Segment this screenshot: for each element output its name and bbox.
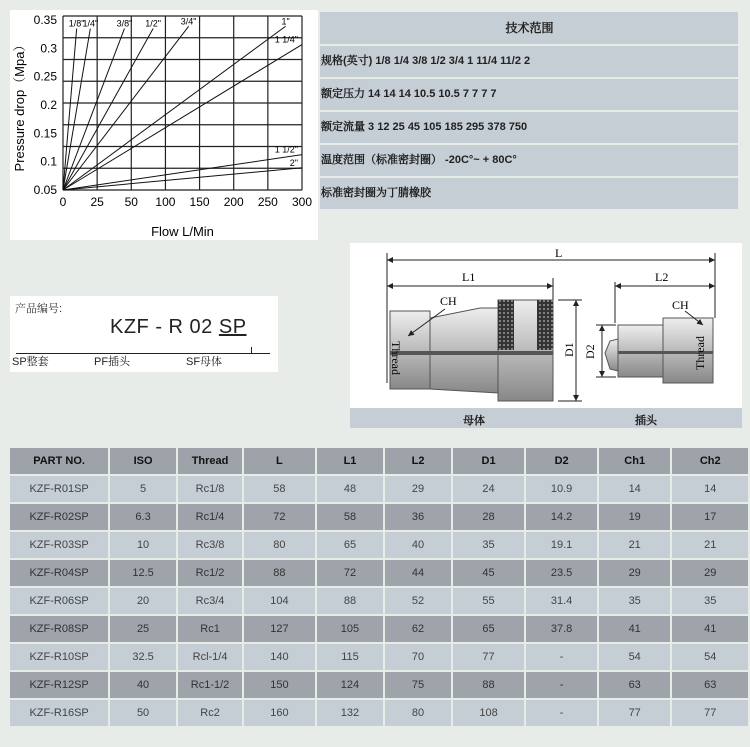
y-axis-label: Pressure drop（Mpa） xyxy=(12,38,27,172)
x-tick-label: 25 xyxy=(90,195,104,209)
label-CH-female: CH xyxy=(440,294,457,308)
table-cell: 77 xyxy=(671,699,749,727)
column-header: Thread xyxy=(177,447,243,475)
table-cell: Rcl-1/4 xyxy=(177,643,243,671)
chart-svg xyxy=(10,10,318,240)
table-row xyxy=(9,559,749,587)
table-row xyxy=(9,475,749,503)
table-cell: 35 xyxy=(452,531,526,559)
caption-female: 母体 xyxy=(463,415,485,427)
table-cell: 54 xyxy=(671,643,749,671)
table-cell: 132 xyxy=(316,699,385,727)
column-header: L2 xyxy=(384,447,452,475)
table-cell: 14 xyxy=(598,475,672,503)
parts-table xyxy=(8,446,750,728)
table-cell: KZF-R12SP xyxy=(9,671,109,699)
dim-L2: L2 xyxy=(655,270,669,284)
y-tick-label: 0.25 xyxy=(33,69,57,84)
table-cell: 88 xyxy=(243,559,316,587)
column-header: D1 xyxy=(452,447,526,475)
table-cell: 70 xyxy=(384,643,452,671)
table-cell: 77 xyxy=(452,643,526,671)
table-cell: 31.4 xyxy=(525,587,598,615)
table-row xyxy=(9,615,749,643)
table-cell: 36 xyxy=(384,503,452,531)
y-tick-label: 0.2 xyxy=(40,98,57,112)
table-cell: Rc3/4 xyxy=(177,587,243,615)
spec-title: 技术范围 xyxy=(320,12,738,44)
table-cell: Rc1/4 xyxy=(177,503,243,531)
table-cell: 45 xyxy=(452,559,526,587)
table-cell: 48 xyxy=(316,475,385,503)
table-cell: KZF-R02SP xyxy=(9,503,109,531)
table-row xyxy=(9,671,749,699)
column-header: Ch2 xyxy=(671,447,749,475)
table-cell: KZF-R10SP xyxy=(9,643,109,671)
table-cell: 37.8 xyxy=(525,615,598,643)
y-tick-label: 0.35 xyxy=(33,13,57,27)
table-cell: - xyxy=(525,699,598,727)
column-header: PART NO. xyxy=(9,447,109,475)
code-tick xyxy=(251,347,252,353)
spec-row-flow: 额定流量 3 12 25 45 105 185 295 378 750 xyxy=(320,112,738,143)
table-cell: 88 xyxy=(452,671,526,699)
dim-D1: D1 xyxy=(562,342,576,357)
table-cell: 65 xyxy=(452,615,526,643)
x-tick-label: 300 xyxy=(291,195,313,209)
table-cell: 29 xyxy=(384,475,452,503)
code-divider xyxy=(16,353,270,354)
table-row xyxy=(9,531,749,559)
table-cell: 115 xyxy=(316,643,385,671)
table-cell: 127 xyxy=(243,615,316,643)
table-row xyxy=(9,587,749,615)
table-cell: 63 xyxy=(671,671,749,699)
table-cell: 80 xyxy=(384,699,452,727)
table-cell: 10 xyxy=(109,531,177,559)
table-cell: 35 xyxy=(671,587,749,615)
table-cell: KZF-R16SP xyxy=(9,699,109,727)
column-header: ISO xyxy=(109,447,177,475)
series-label: 3/8" xyxy=(116,18,133,29)
label-CH-male: CH xyxy=(672,298,689,312)
x-tick-label: 250 xyxy=(257,195,278,209)
label-thread-female: Thread xyxy=(389,341,403,375)
table-cell: 160 xyxy=(243,699,316,727)
dim-L1: L1 xyxy=(462,270,476,284)
table-cell: 124 xyxy=(316,671,385,699)
series-line xyxy=(63,26,286,190)
table-cell: 88 xyxy=(316,587,385,615)
table-cell: 72 xyxy=(243,503,316,531)
series-line xyxy=(63,29,124,190)
table-cell: 32.5 xyxy=(109,643,177,671)
table-cell: KZF-R06SP xyxy=(9,587,109,615)
table-cell: 108 xyxy=(452,699,526,727)
series-line xyxy=(63,29,77,190)
table-cell: 150 xyxy=(243,671,316,699)
table-cell: 65 xyxy=(316,531,385,559)
spec-row-size: 规格(英寸) 1/8 1/4 3/8 1/2 3/4 1 11/4 11/2 2 xyxy=(320,46,738,77)
product-code-suffix: SP xyxy=(218,316,247,338)
x-tick-label: 100 xyxy=(155,195,176,209)
series-label: 1" xyxy=(281,16,290,27)
table-cell: 5 xyxy=(109,475,177,503)
series-label: 1/2" xyxy=(145,18,161,29)
spec-row-pressure: 额定压力 14 14 14 10.5 10.5 7 7 7 7 xyxy=(320,79,738,110)
table-cell: 54 xyxy=(598,643,672,671)
table-cell: 28 xyxy=(452,503,526,531)
series-label: 1/4" xyxy=(82,18,99,29)
table-cell: 52 xyxy=(384,587,452,615)
y-tick-label: 0.1 xyxy=(40,154,57,169)
table-cell: 58 xyxy=(316,503,385,531)
table-cell: 63 xyxy=(598,671,672,699)
table-cell: 75 xyxy=(384,671,452,699)
series-label: 1 1/4" xyxy=(274,34,298,45)
x-tick-label: 0 xyxy=(59,195,67,209)
table-cell: 80 xyxy=(243,531,316,559)
technical-range-panel xyxy=(320,12,738,211)
y-tick-label: 0.3 xyxy=(40,41,57,56)
x-tick-label: 50 xyxy=(124,195,138,209)
table-cell: 21 xyxy=(671,531,749,559)
coupling-diagram xyxy=(350,243,742,427)
code-option-pf: PF插头 xyxy=(94,356,131,368)
table-cell: 14 xyxy=(671,475,749,503)
table-cell: - xyxy=(525,671,598,699)
table-cell: KZF-R01SP xyxy=(9,475,109,503)
table-cell: 40 xyxy=(109,671,177,699)
series-line xyxy=(63,26,189,190)
coupling-drawing xyxy=(350,243,742,408)
table-row xyxy=(9,699,749,727)
table-cell: 41 xyxy=(598,615,672,643)
x-axis-label: Flow L/Min xyxy=(151,224,214,239)
column-header: L xyxy=(243,447,316,475)
column-header: Ch1 xyxy=(598,447,672,475)
x-tick-label: 150 xyxy=(189,195,210,209)
table-header-row xyxy=(9,447,749,475)
table-cell: KZF-R03SP xyxy=(9,531,109,559)
table-cell: 6.3 xyxy=(109,503,177,531)
product-code-main: KZF - R 02 xyxy=(110,316,219,338)
table-cell: 14.2 xyxy=(525,503,598,531)
code-option-sp: SP整套 xyxy=(12,356,49,368)
table-cell: 12.5 xyxy=(109,559,177,587)
table-cell: KZF-R08SP xyxy=(9,615,109,643)
diagram-caption xyxy=(350,408,742,428)
table-cell: 72 xyxy=(316,559,385,587)
table-cell: 10.9 xyxy=(525,475,598,503)
table-row xyxy=(9,503,749,531)
table-cell: 24 xyxy=(452,475,526,503)
series-label: 2" xyxy=(289,157,298,168)
series-label: 3/4" xyxy=(180,16,197,27)
table-row xyxy=(9,643,749,671)
table-cell: Rc1/8 xyxy=(177,475,243,503)
spec-row-temperature: 温度范围（标准密封圈） -20C°~ + 80C° xyxy=(320,145,738,176)
table-cell: 140 xyxy=(243,643,316,671)
product-code-value xyxy=(110,316,247,339)
column-header: D2 xyxy=(525,447,598,475)
table-cell: 41 xyxy=(671,615,749,643)
table-cell: 44 xyxy=(384,559,452,587)
table-cell: 40 xyxy=(384,531,452,559)
table-cell: 29 xyxy=(671,559,749,587)
product-code-label: 产品编号: xyxy=(15,303,63,315)
table-cell: - xyxy=(525,643,598,671)
y-tick-label: 0.05 xyxy=(33,183,57,197)
dim-D2: D2 xyxy=(583,344,597,359)
spec-row-seal: 标准密封圈为丁腈橡胶 xyxy=(320,178,738,209)
series-line xyxy=(63,155,302,190)
table-cell: Rc1-1/2 xyxy=(177,671,243,699)
table-cell: 19 xyxy=(598,503,672,531)
table-cell: 55 xyxy=(452,587,526,615)
series-label: 1/8" xyxy=(68,18,85,29)
table-cell: 29 xyxy=(598,559,672,587)
table-cell: 62 xyxy=(384,615,452,643)
pressure-drop-chart xyxy=(10,10,318,240)
table-cell: 58 xyxy=(243,475,316,503)
code-option-sf: SF母体 xyxy=(186,356,223,368)
column-header: L1 xyxy=(316,447,385,475)
table-cell: 20 xyxy=(109,587,177,615)
table-cell: 23.5 xyxy=(525,559,598,587)
table-cell: KZF-R04SP xyxy=(9,559,109,587)
table-cell: 104 xyxy=(243,587,316,615)
table-cell: 17 xyxy=(671,503,749,531)
table-cell: 25 xyxy=(109,615,177,643)
x-tick-label: 200 xyxy=(223,195,244,209)
dim-L: L xyxy=(555,246,563,260)
caption-male: 插头 xyxy=(635,415,657,427)
product-code-panel xyxy=(10,296,278,372)
table-cell: 50 xyxy=(109,699,177,727)
series-label: 1 1/2" xyxy=(274,144,298,155)
table-cell: Rc3/8 xyxy=(177,531,243,559)
table-cell: Rc2 xyxy=(177,699,243,727)
table-cell: Rc1 xyxy=(177,615,243,643)
table-cell: 35 xyxy=(598,587,672,615)
y-tick-label: 0.15 xyxy=(33,126,57,141)
table-cell: 19.1 xyxy=(525,531,598,559)
table-cell: 21 xyxy=(598,531,672,559)
series-line xyxy=(63,168,302,190)
table-cell: 77 xyxy=(598,699,672,727)
label-thread-male: Thread xyxy=(693,336,707,370)
table-cell: 105 xyxy=(316,615,385,643)
table-cell: Rc1/2 xyxy=(177,559,243,587)
